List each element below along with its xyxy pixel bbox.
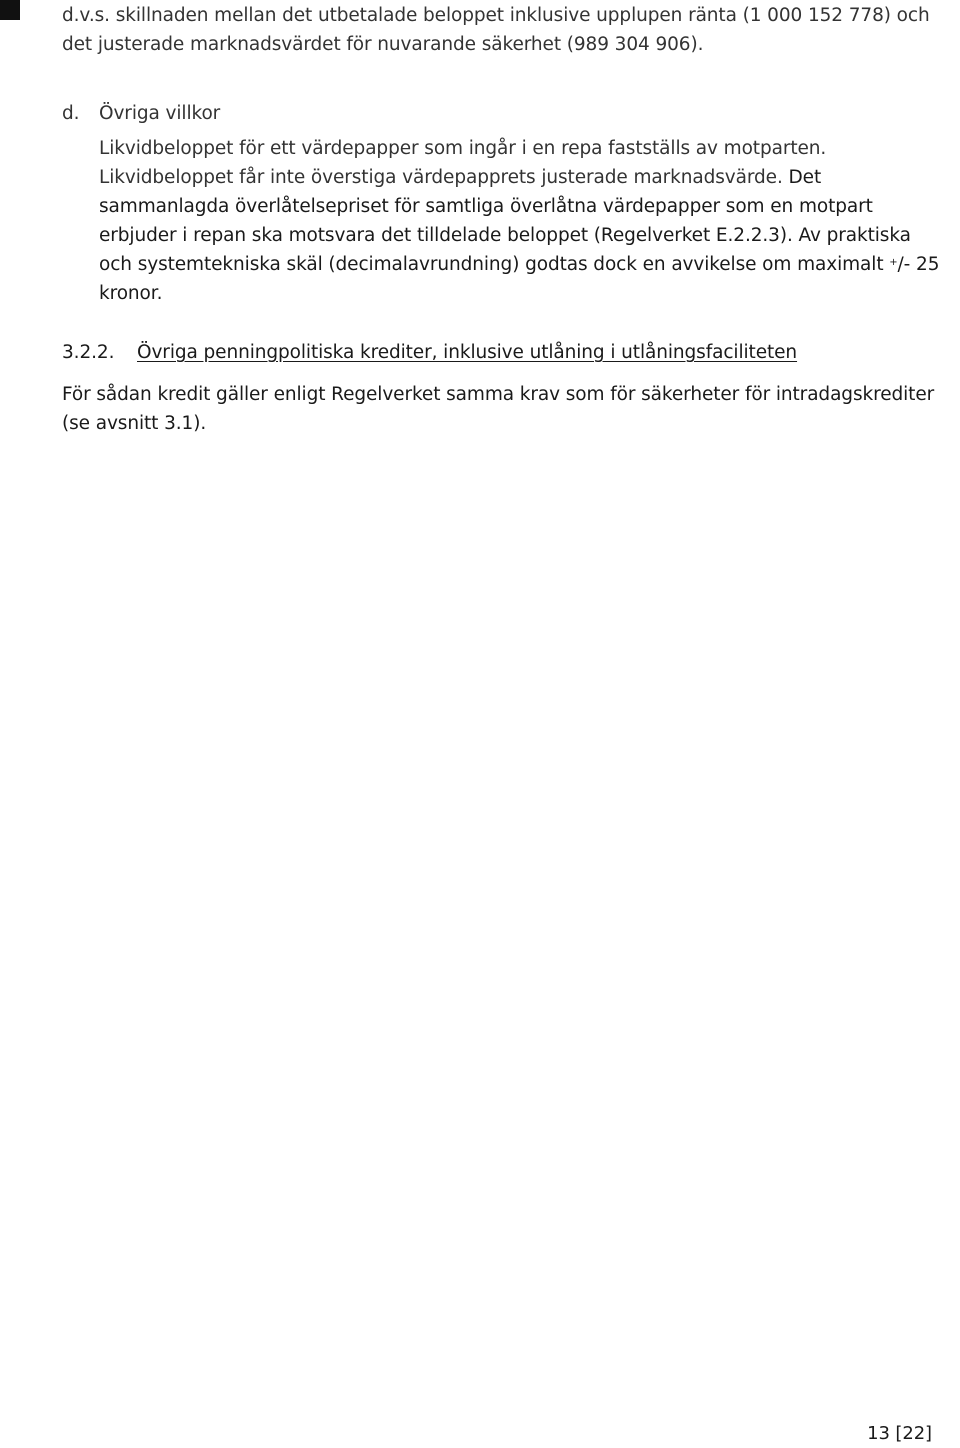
text-line: d.v.s. skillnaden mellan det utbetalade beloppet inklusive upplupen ränta (1 000 152 778) och (62, 5, 930, 26)
list-marker: d. (62, 103, 80, 124)
intro-paragraph (62, 1, 930, 59)
plus-sign: + (889, 257, 898, 268)
section-322-paragraph (62, 380, 934, 438)
text-line: Likvidbeloppet får inte överstiga värdepapprets justerade marknadsvärde. (99, 167, 783, 188)
text-line: och systemtekniska skäl (decimalavrundning) godtas dock en avvikelse om maximalt (99, 254, 890, 275)
text-line: kronor. (99, 283, 163, 304)
text-line: erbjuder i repan ska motsvara det tilldelade beloppet (Regelverket E.2.2.3). Av praktiska (99, 225, 911, 246)
text-line-tail: /- 25 (897, 254, 940, 275)
page-number: 13 [22] (867, 1423, 932, 1444)
text-line: Likvidbeloppet för ett värdepapper som ingår i en repa fastställs av motparten. (99, 138, 827, 159)
section-322-heading (62, 338, 797, 367)
section-d-body (99, 134, 939, 308)
text-line-tail: Det (788, 167, 822, 188)
text-line: För sådan kredit gäller enligt Regelverket samma krav som för säkerheter för intradagskrediter (62, 384, 935, 405)
section-title: Övriga villkor (99, 103, 221, 124)
text-line: sammanlagda överlåtelsepriset för samtliga överlåtna värdepapper som en motpart (99, 196, 873, 217)
section-d-heading (62, 99, 220, 128)
section-number: 3.2.2. (62, 342, 115, 363)
bullet-square-icon (0, 0, 20, 20)
section-title: Övriga penningpolitiska krediter, inklusive utlåning i utlåningsfaciliteten (137, 342, 798, 363)
text-line: det justerade marknadsvärdet för nuvarande säkerhet (989 304 906). (62, 34, 704, 55)
text-line: (se avsnitt 3.1). (62, 413, 207, 434)
